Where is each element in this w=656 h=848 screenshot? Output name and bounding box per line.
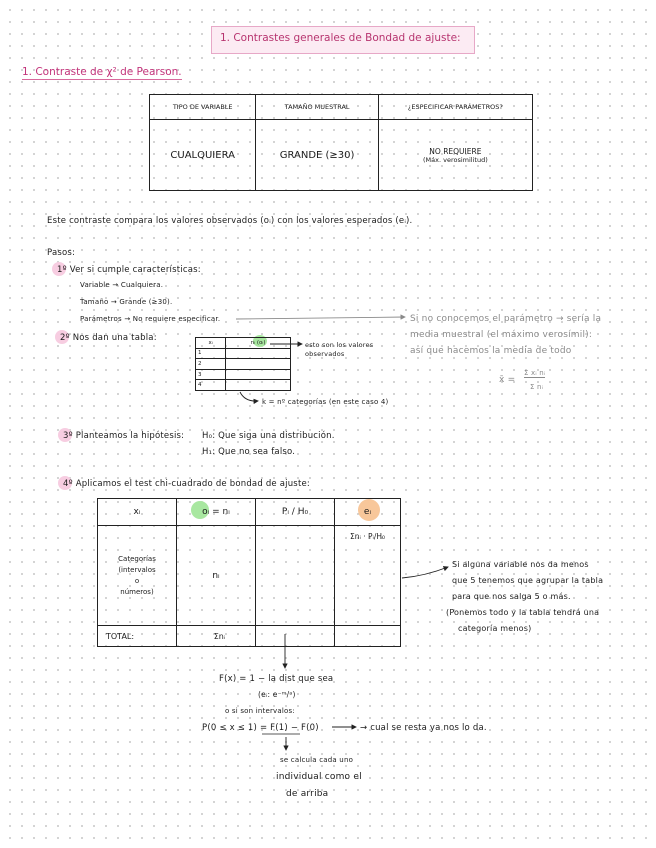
bottom-line-3: o si son intervalos:	[225, 707, 295, 715]
grouping-note-5: categoría menos)	[458, 624, 532, 633]
chi-body-e: Σnᵢ · Pᵢ/H₀	[335, 526, 401, 626]
step1-line-2: Tamaño → Grande (≥30).	[80, 298, 173, 306]
chi-header-p: Pᵢ / H₀	[256, 499, 335, 526]
grouping-note-2: que 5 tenemos que agrupar la tabla	[452, 576, 604, 585]
chi-header-o: oᵢ = nᵢ	[177, 499, 256, 526]
step1-title: 1º Ver si cumple características:	[57, 265, 201, 275]
intro-text: Este contraste compara los valores observados (oᵢ) con los valores esperados (eᵢ).	[47, 216, 413, 226]
header-variable-type: TIPO DE VARIABLE	[150, 95, 256, 120]
side-note-line-3: así que hacemos la media de todo	[410, 346, 572, 356]
grouping-note-3: para que nos salga 5 o más.	[452, 592, 571, 601]
observed-row-4: 4	[196, 380, 226, 391]
observed-header-n: nᵢ (oᵢ)	[226, 338, 291, 349]
observed-row-2: 2	[196, 359, 226, 370]
bottom-line-1: F(x) = 1 − la dist que sea	[219, 674, 334, 684]
page-title: 1. Contrastes generales de Bondad de ajuste:	[220, 32, 461, 44]
categories-line-2: (intervalos	[118, 565, 156, 574]
hypothesis-h1: H₁: Que no sea falso.	[202, 447, 296, 457]
side-note-line-2: media muestral (el máximo verosímil):	[410, 330, 593, 340]
header-parameters: ¿ESPECIFICAR PARÁMETROS?	[378, 95, 532, 120]
chi-header-e: eᵢ	[335, 499, 401, 526]
step2-title: 2º Nos dan una tabla:	[60, 333, 157, 343]
observed-header-x: xᵢ	[196, 338, 226, 349]
k-arrow	[240, 392, 258, 401]
cell-parameters-value: NO REQUIERE	[429, 146, 482, 156]
chi-header-x: xᵢ	[98, 499, 177, 526]
bottom-line-2: (eᵢ: e⁻ᵐ/ᵃ)	[258, 690, 296, 699]
mean-formula-lhs: x̄ =	[499, 375, 516, 385]
cell-sample-size: GRANDE (≥30)	[256, 120, 378, 191]
side-note-arrow	[236, 317, 405, 319]
cell-parameters-note: (Máx. verosimilitud)	[423, 155, 488, 164]
header-sample-size: TAMAÑO MUESTRAL	[256, 95, 378, 120]
observed-row-1: 1	[196, 348, 226, 359]
side-note-line-1: Si no conocemos el parámetro → sería la	[410, 314, 602, 324]
bottom-line-6: individual como el	[276, 772, 362, 782]
observed-row-3: 3	[196, 369, 226, 380]
steps-label: Pasos:	[47, 248, 76, 258]
step4-title: 4º Aplicamos el test chi-cuadrado de bondad de ajuste:	[63, 479, 310, 489]
bottom-line-4: P(0 ≤ x ≤ 1) = F(1) − F(0)	[202, 723, 319, 733]
chi-body-n: nᵢ	[177, 526, 256, 626]
categories-line-1: Categorías	[118, 554, 156, 563]
chi-total-value: Σnᵢ	[177, 626, 256, 647]
grouping-note-4: (Ponemos todo y la tabla tendrá una	[446, 608, 600, 617]
cell-variable-type: CUALQUIERA	[150, 120, 256, 191]
mean-formula-denominator: Σ nᵢ	[530, 383, 544, 391]
bottom-line-4-note: → cual se resta ya nos lo da.	[360, 723, 487, 733]
categories-line-3: o	[134, 576, 140, 585]
grouping-note-1: Si alguna variable nos da menos	[452, 560, 589, 569]
section-subtitle: 1. Contraste de χ² de Pearson.	[22, 66, 182, 78]
observed-annotation: esto son los valores observados	[305, 341, 374, 358]
bottom-line-7: de arriba	[286, 789, 329, 799]
grouping-arrow	[402, 567, 448, 578]
step1-line-3: Parámetros → No requiere especificar.	[80, 315, 221, 323]
step3-title: 3º Planteamos la hipótesis:	[63, 431, 185, 441]
chi-total-label: TOTAL:	[98, 626, 177, 647]
hypothesis-h0: H₀: Que siga una distribución.	[202, 431, 335, 441]
step1-line-1: Variable → Cualquiera.	[80, 281, 164, 289]
categories-line-4: números)	[120, 587, 154, 596]
k-note: k = nº categorías (en este caso 4)	[262, 398, 389, 406]
mean-formula-numerator: Σ xᵢ nᵢ	[524, 369, 546, 377]
bottom-line-5: se calcula cada uno	[280, 756, 354, 764]
